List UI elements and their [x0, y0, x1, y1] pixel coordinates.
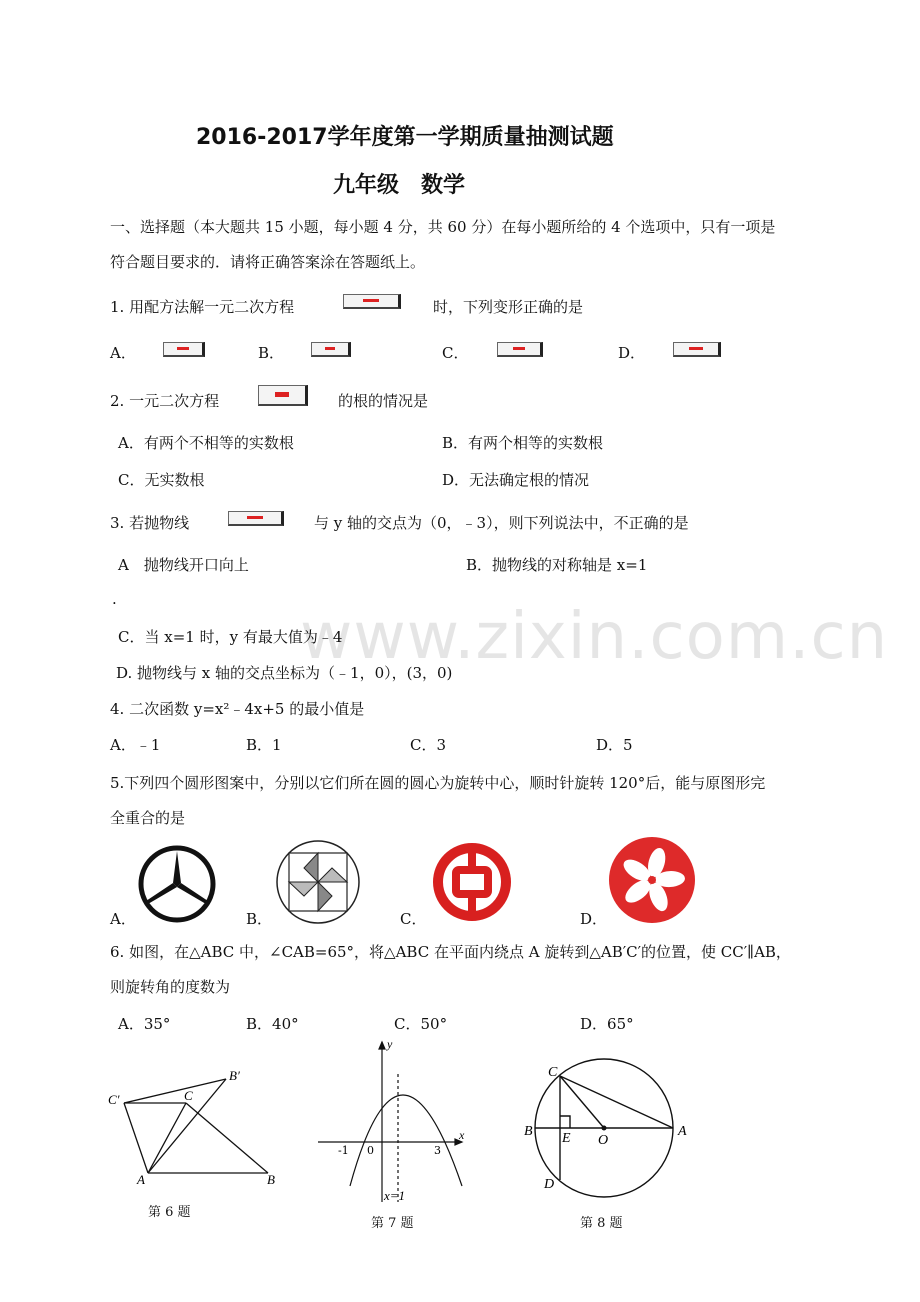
fig7-y-label: y: [387, 1037, 393, 1051]
q2-option-c: C．无实数根: [118, 471, 205, 489]
fig7-axis-label: x=1: [384, 1188, 406, 1203]
q5-option-d: D．: [580, 910, 608, 928]
fig7-tick-minus1: -1: [338, 1144, 349, 1157]
q1-option-b: B．: [258, 344, 285, 362]
q1-option-a: A．: [110, 344, 136, 362]
q3-dot: .: [112, 590, 117, 608]
q6-option-a: A．35°: [118, 1015, 171, 1033]
q6-option-b: B．40°: [246, 1015, 299, 1033]
fig8-label-c: C: [548, 1065, 558, 1080]
fig6-label-cprime: C′: [108, 1092, 120, 1107]
q3-stem-end: 与 y 轴的交点为（0，﹣3），则下列说法中，不正确的是: [314, 514, 689, 532]
q3-equation-image: [228, 511, 284, 526]
fig6-label-b: B: [267, 1172, 275, 1187]
figure-6-triangles: [100, 1060, 290, 1190]
q2-stem: 2. 一元二次方程: [110, 392, 220, 410]
fig8-label-a: A: [678, 1124, 687, 1139]
q4-option-d: D．5: [596, 736, 633, 754]
fig6-label-a: A: [137, 1172, 145, 1187]
figure-8-circle: [520, 1058, 700, 1208]
fig8-label-d: D: [544, 1177, 555, 1192]
q4-stem: 4. 二次函数 y=x²﹣4x+5 的最小值是: [110, 700, 365, 718]
q6-option-c: C．50°: [394, 1015, 448, 1033]
fig7-x-label: x: [459, 1128, 465, 1142]
section1-line2: 符合题目要求的．请将正确答案涂在答题纸上。: [110, 253, 426, 271]
fig6-label-c: C: [184, 1088, 193, 1103]
q3-stem: 3. 若抛物线: [110, 514, 190, 532]
section1-line1: 一、选择题（本大题共 15 小题，每小题 4 分，共 60 分）在每小题所给的 4 个选项中，只有一项是: [110, 218, 776, 236]
q5-line2: 全重合的是: [110, 809, 186, 827]
q6-line2: 则旋转角的度数为: [110, 978, 231, 996]
exam-subtitle: 九年级 数学: [333, 173, 466, 198]
q2-stem-end: 的根的情况是: [338, 392, 429, 410]
q1-option-a-image: [163, 342, 205, 357]
q2-option-b: B．有两个相等的实数根: [442, 434, 604, 452]
q1-stem-end: 时，下列变形正确的是: [433, 298, 584, 316]
q1-equation-image: [343, 294, 401, 309]
q1-option-c-image: [497, 342, 543, 357]
q1-option-b-image: [311, 342, 351, 357]
bank-of-china-logo-image: [430, 840, 514, 924]
figure-7-parabola: [312, 1036, 472, 1206]
exam-title: 2016-2017学年度第一学期质量抽测试题: [196, 125, 614, 150]
q1-option-c: C．: [442, 344, 469, 362]
q2-equation-image: [258, 385, 308, 406]
bauhinia-flag-image: [608, 836, 696, 924]
fig7-caption: 第 7 题: [371, 1216, 414, 1231]
q4-option-c: C．3: [410, 736, 447, 754]
q2-option-a: A．有两个不相等的实数根: [118, 434, 294, 452]
fig6-label-bprime: B′: [229, 1068, 240, 1083]
q6-option-d: D．65°: [580, 1015, 634, 1033]
pinwheel-pattern-image: [274, 838, 362, 926]
fig8-caption: 第 8 题: [580, 1216, 623, 1231]
fig6-caption: 第 6 题: [148, 1205, 191, 1220]
fig7-tick-0: 0: [367, 1144, 374, 1157]
q5-option-a: A．: [110, 910, 136, 928]
q3-option-c: C．当 x=1 时，y 有最大值为﹣4: [118, 628, 343, 646]
q4-option-a: A．﹣1: [110, 736, 161, 754]
fig7-tick-3: 3: [434, 1144, 441, 1157]
fig8-label-e: E: [562, 1131, 571, 1146]
q6-line1: 6. 如图，在△ABC 中，∠CAB=65°，将△ABC 在平面内绕点 A 旋转到△AB′C′的位置，使 CC′∥AB，: [110, 943, 791, 961]
q5-line1: 5.下列四个圆形图案中，分别以它们所在圆的圆心为旋转中心，顺时针旋转 120°后，能与原图形完: [110, 774, 766, 792]
fig8-label-b: B: [524, 1124, 533, 1139]
q2-option-d: D．无法确定根的情况: [442, 471, 590, 489]
q3-option-d: D. 抛物线与 x 轴的交点坐标为（﹣1，0），(3，0): [116, 664, 453, 682]
q1-option-d-image: [673, 342, 721, 357]
q3-option-a: A 抛物线开口向上: [118, 556, 249, 574]
q4-option-b: B．1: [246, 736, 282, 754]
watermark: www.zixin.com.cn: [300, 600, 889, 674]
fig8-label-o: O: [598, 1133, 609, 1148]
q3-option-b: B．抛物线的对称轴是 x=1: [466, 556, 648, 574]
q1-stem: 1. 用配方法解一元二次方程: [110, 298, 295, 316]
mercedes-logo-image: [136, 843, 218, 925]
q5-option-c: C．: [400, 910, 427, 928]
q1-option-d: D．: [618, 344, 646, 362]
q5-option-b: B．: [246, 910, 273, 928]
